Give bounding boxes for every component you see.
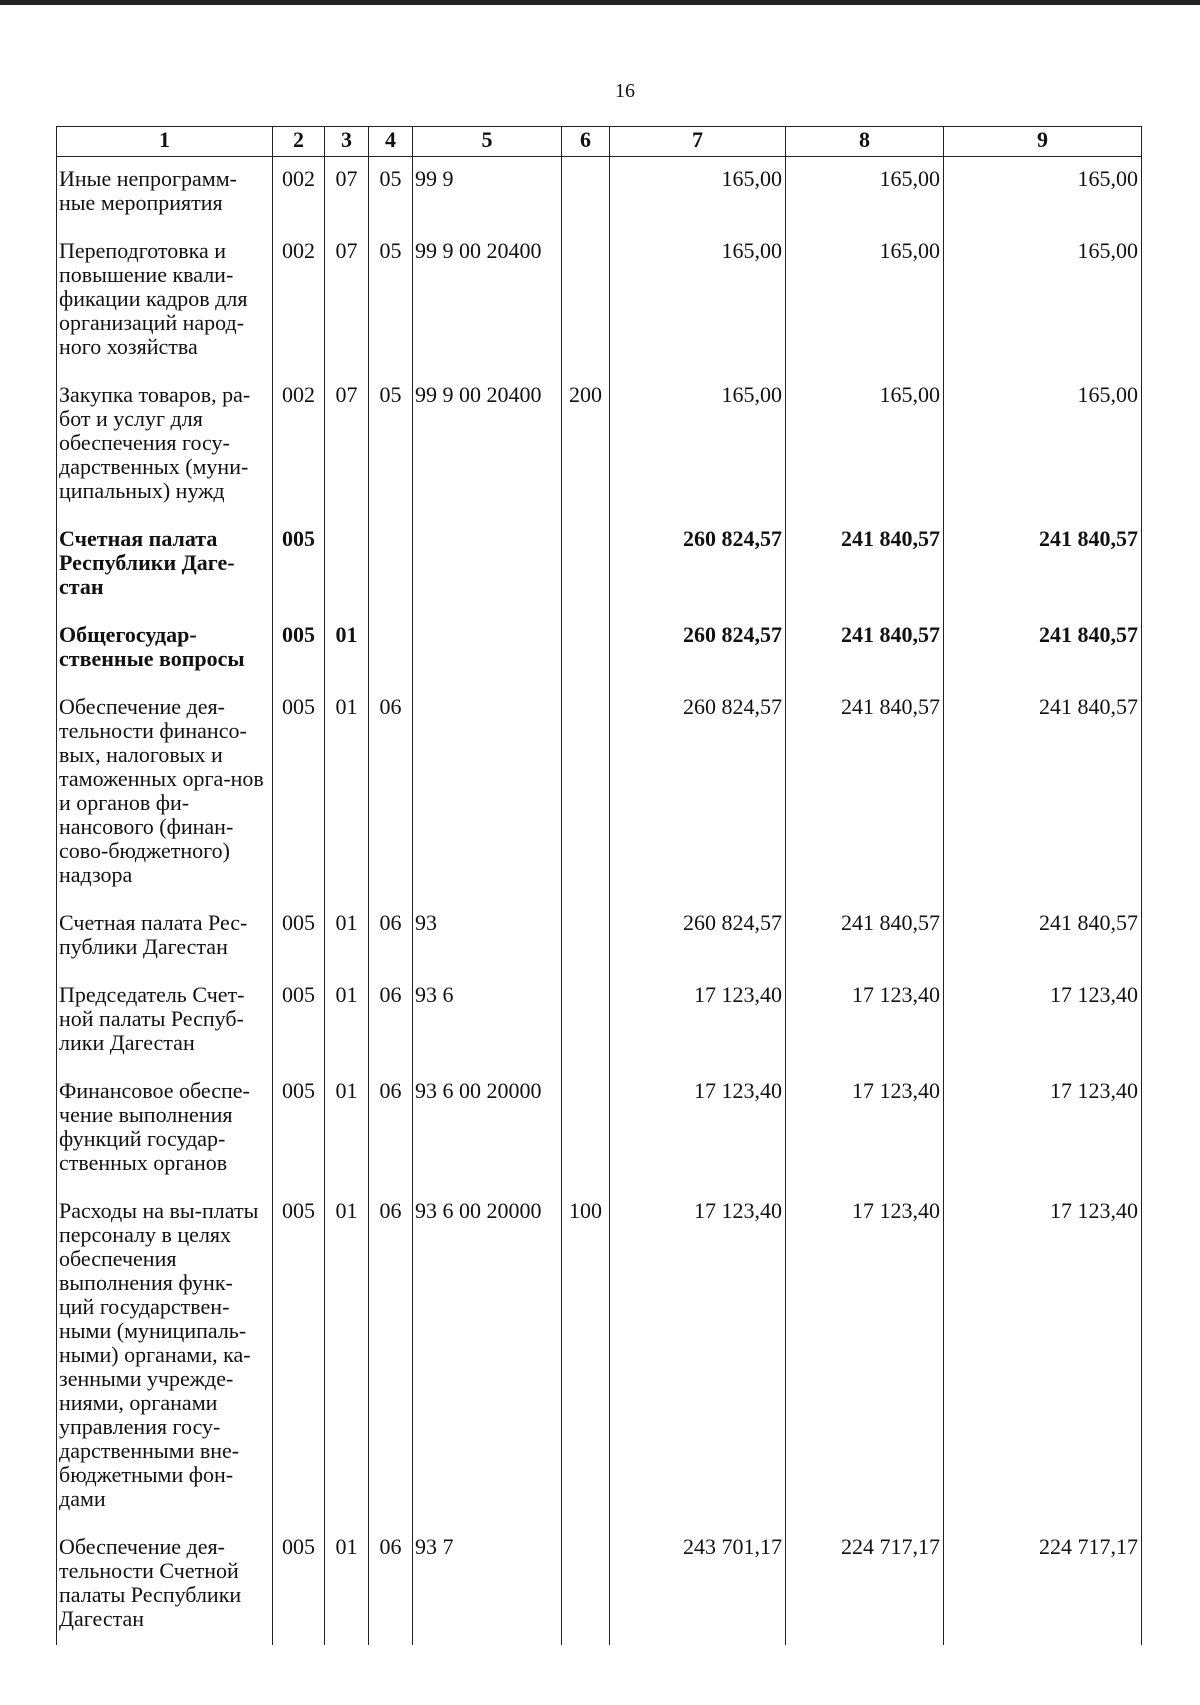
table-body bbox=[57, 157, 1142, 1646]
row-name-cell: Финансовое обеспе-чение выполнения функций государ-ственных органов bbox=[57, 1069, 273, 1189]
amount-col9-cell: 17 123,40 bbox=[944, 973, 1142, 1069]
target-article-cell bbox=[413, 613, 562, 685]
section-code-cell: 01 bbox=[325, 901, 369, 973]
expense-type-cell: 100 bbox=[562, 1189, 610, 1525]
amount-col8-cell: 165,00 bbox=[786, 157, 944, 230]
target-article-cell bbox=[413, 685, 562, 901]
row-name-cell: Председатель Счет-ной палаты Респуб-лики Дагестан bbox=[57, 973, 273, 1069]
table-row bbox=[57, 1069, 1142, 1189]
column-header: 8 bbox=[786, 127, 944, 157]
target-article-cell: 93 bbox=[413, 901, 562, 973]
amount-col8-cell: 241 840,57 bbox=[786, 517, 944, 613]
amount-col7-cell: 17 123,40 bbox=[610, 1189, 786, 1525]
amount-col9-cell: 165,00 bbox=[944, 229, 1142, 373]
expense-type-cell bbox=[562, 613, 610, 685]
expense-type-cell bbox=[562, 1069, 610, 1189]
amount-col9-cell: 165,00 bbox=[944, 373, 1142, 517]
subsection-code-cell: 06 bbox=[369, 1069, 413, 1189]
target-article-cell: 93 6 00 20000 bbox=[413, 1069, 562, 1189]
header-row bbox=[57, 127, 1142, 157]
section-code-cell: 07 bbox=[325, 373, 369, 517]
row-name-cell: Обеспечение дея-тельности Счетной палаты Республики Дагестан bbox=[57, 1525, 273, 1645]
subsection-code-cell: 06 bbox=[369, 1189, 413, 1525]
column-header: 2 bbox=[273, 127, 325, 157]
ministry-code-cell: 005 bbox=[273, 901, 325, 973]
amount-col8-cell: 241 840,57 bbox=[786, 613, 944, 685]
subsection-code-cell: 05 bbox=[369, 157, 413, 230]
amount-col7-cell: 165,00 bbox=[610, 157, 786, 230]
amount-col7-cell: 260 824,57 bbox=[610, 901, 786, 973]
table-row bbox=[57, 973, 1142, 1069]
amount-col8-cell: 241 840,57 bbox=[786, 685, 944, 901]
target-article-cell: 93 6 00 20000 bbox=[413, 1189, 562, 1525]
ministry-code-cell: 005 bbox=[273, 613, 325, 685]
row-name-cell: Иные непрограмм-ные мероприятия bbox=[57, 157, 273, 230]
row-name-cell: Общегосудар-ственные вопросы bbox=[57, 613, 273, 685]
subsection-code-cell: 05 bbox=[369, 229, 413, 373]
amount-col8-cell: 165,00 bbox=[786, 229, 944, 373]
subsection-code-cell bbox=[369, 517, 413, 613]
amount-col9-cell: 241 840,57 bbox=[944, 613, 1142, 685]
subsection-code-cell: 06 bbox=[369, 1525, 413, 1645]
column-header: 4 bbox=[369, 127, 413, 157]
amount-col7-cell: 243 701,17 bbox=[610, 1525, 786, 1645]
top-scan-border bbox=[0, 0, 1200, 5]
amount-col9-cell: 224 717,17 bbox=[944, 1525, 1142, 1645]
column-header: 6 bbox=[562, 127, 610, 157]
expense-type-cell bbox=[562, 517, 610, 613]
target-article-cell: 99 9 00 20400 bbox=[413, 373, 562, 517]
table-row bbox=[57, 1525, 1142, 1645]
section-code-cell: 07 bbox=[325, 229, 369, 373]
row-name-cell: Расходы на вы-платы персоналу в целях обеспечения выполнения функ-ций государствен-ными (муниципаль-ными) органами, ка-зенными учрежде-ниями, органами управления госу-дарственными вне-бюджетными фон-дами bbox=[57, 1189, 273, 1525]
table-row bbox=[57, 373, 1142, 517]
amount-col7-cell: 260 824,57 bbox=[610, 517, 786, 613]
table-row bbox=[57, 157, 1142, 230]
section-code-cell: 01 bbox=[325, 685, 369, 901]
table-row bbox=[57, 517, 1142, 613]
amount-col9-cell: 165,00 bbox=[944, 157, 1142, 230]
ministry-code-cell: 005 bbox=[273, 1069, 325, 1189]
ministry-code-cell: 005 bbox=[273, 685, 325, 901]
ministry-code-cell: 005 bbox=[273, 1525, 325, 1645]
target-article-cell bbox=[413, 517, 562, 613]
ministry-code-cell: 002 bbox=[273, 229, 325, 373]
column-header: 7 bbox=[610, 127, 786, 157]
amount-col7-cell: 17 123,40 bbox=[610, 973, 786, 1069]
subsection-code-cell: 06 bbox=[369, 973, 413, 1069]
column-header: 5 bbox=[413, 127, 562, 157]
amount-col9-cell: 17 123,40 bbox=[944, 1069, 1142, 1189]
ministry-code-cell: 005 bbox=[273, 1189, 325, 1525]
target-article-cell: 99 9 00 20400 bbox=[413, 229, 562, 373]
amount-col8-cell: 165,00 bbox=[786, 373, 944, 517]
subsection-code-cell bbox=[369, 613, 413, 685]
table-row bbox=[57, 685, 1142, 901]
amount-col7-cell: 260 824,57 bbox=[610, 613, 786, 685]
ministry-code-cell: 002 bbox=[273, 157, 325, 230]
column-header: 1 bbox=[57, 127, 273, 157]
amount-col9-cell: 241 840,57 bbox=[944, 901, 1142, 973]
section-code-cell: 01 bbox=[325, 973, 369, 1069]
amount-col8-cell: 241 840,57 bbox=[786, 901, 944, 973]
row-name-cell: Счетная палата Рес-публики Дагестан bbox=[57, 901, 273, 973]
ministry-code-cell: 002 bbox=[273, 373, 325, 517]
subsection-code-cell: 06 bbox=[369, 901, 413, 973]
row-name-cell: Обеспечение дея-тельности финансо-вых, налоговых и таможенных орга-нов и органов фи-нансового (финан-сово-бюджетного) надзора bbox=[57, 685, 273, 901]
amount-col8-cell: 17 123,40 bbox=[786, 973, 944, 1069]
section-code-cell: 01 bbox=[325, 1525, 369, 1645]
section-code-cell: 01 bbox=[325, 1189, 369, 1525]
amount-col9-cell: 241 840,57 bbox=[944, 517, 1142, 613]
amount-col8-cell: 17 123,40 bbox=[786, 1189, 944, 1525]
amount-col8-cell: 17 123,40 bbox=[786, 1069, 944, 1189]
subsection-code-cell: 05 bbox=[369, 373, 413, 517]
expense-type-cell bbox=[562, 685, 610, 901]
expense-type-cell bbox=[562, 1525, 610, 1645]
row-name-cell: Переподготовка и повышение квали-фикации кадров для организаций народ-ного хозяйства bbox=[57, 229, 273, 373]
column-header: 3 bbox=[325, 127, 369, 157]
amount-col7-cell: 17 123,40 bbox=[610, 1069, 786, 1189]
column-header: 9 bbox=[944, 127, 1142, 157]
ministry-code-cell: 005 bbox=[273, 973, 325, 1069]
section-code-cell: 01 bbox=[325, 1069, 369, 1189]
amount-col7-cell: 165,00 bbox=[610, 373, 786, 517]
expense-type-cell bbox=[562, 229, 610, 373]
budget-table bbox=[56, 126, 1142, 1645]
row-name-cell: Закупка товаров, ра-бот и услуг для обеспечения госу-дарственных (муни-ципальных) нужд bbox=[57, 373, 273, 517]
ministry-code-cell: 005 bbox=[273, 517, 325, 613]
subsection-code-cell: 06 bbox=[369, 685, 413, 901]
expense-type-cell bbox=[562, 973, 610, 1069]
amount-col8-cell: 224 717,17 bbox=[786, 1525, 944, 1645]
amount-col7-cell: 260 824,57 bbox=[610, 685, 786, 901]
table-row bbox=[57, 229, 1142, 373]
amount-col9-cell: 241 840,57 bbox=[944, 685, 1142, 901]
row-name-cell: Счетная палата Республики Даге-стан bbox=[57, 517, 273, 613]
target-article-cell: 99 9 bbox=[413, 157, 562, 230]
amount-col9-cell: 17 123,40 bbox=[944, 1189, 1142, 1525]
section-code-cell: 07 bbox=[325, 157, 369, 230]
expense-type-cell bbox=[562, 157, 610, 230]
section-code-cell: 01 bbox=[325, 613, 369, 685]
table-row bbox=[57, 1189, 1142, 1525]
target-article-cell: 93 6 bbox=[413, 973, 562, 1069]
page-number: 16 bbox=[615, 80, 635, 102]
amount-col7-cell: 165,00 bbox=[610, 229, 786, 373]
table-row bbox=[57, 901, 1142, 973]
expense-type-cell: 200 bbox=[562, 373, 610, 517]
section-code-cell bbox=[325, 517, 369, 613]
table-row bbox=[57, 613, 1142, 685]
target-article-cell: 93 7 bbox=[413, 1525, 562, 1645]
expense-type-cell bbox=[562, 901, 610, 973]
